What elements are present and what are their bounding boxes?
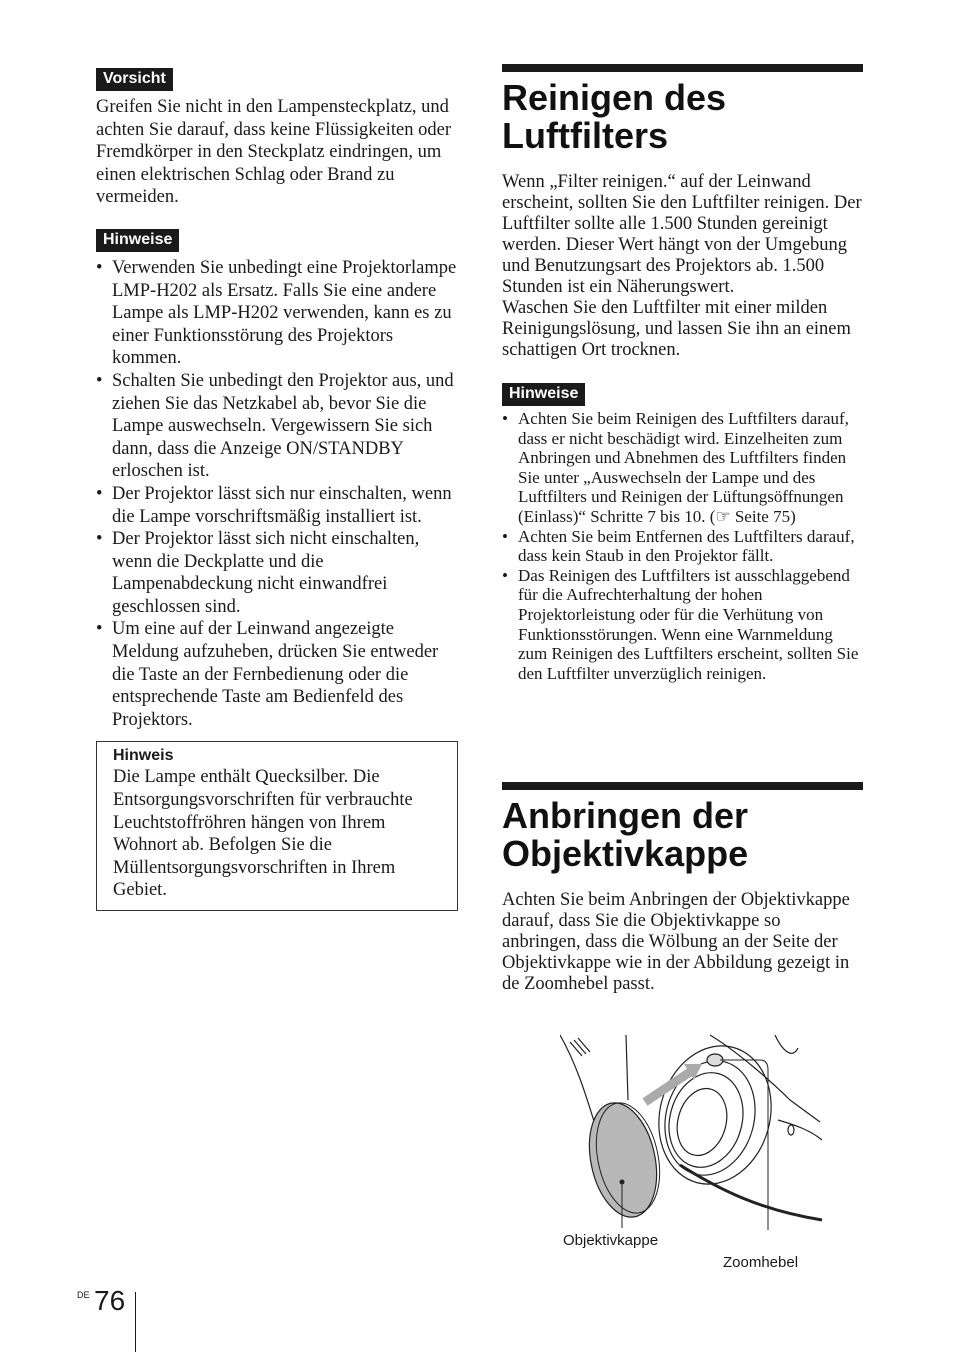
right-column-section2 [502, 782, 863, 995]
objektivkappe-paragraph: Achten Sie beim Anbringen der Objektivkappe darauf, dass Sie die Objektivkappe so anbringen, dass die Wölbung an der Seite der Objektivkappe wie in der Abbildung gezeigt in de Zoomhebel passt. [502, 890, 850, 994]
hinweis-box-text: Die Lampe enthält Quecksilber. Die Entsorgungsvorschriften für verbrauchte Leuchtstoffröhren hängen von Ihrem Wohnort ab. Befolgen Sie die Müllentsorgungsvorschriften in Ihrem Gebiet. [113, 767, 413, 901]
list-item: • Der Projektor lässt sich nur einschalten, wenn die Lampe vorschriftsmäßig installiert ist. [96, 483, 458, 528]
caption-zoomhebel: Zoomhebel [723, 1254, 799, 1271]
section-rule [502, 782, 863, 790]
footer-divider [135, 1292, 136, 1352]
list-item: • Achten Sie beim Entfernen des Luftfilters darauf, dass kein Staub in den Projektor fällt. [502, 527, 863, 566]
luftfilter-paragraph-1: Wenn „Filter reinigen.“ auf der Leinwand erscheint, sollten Sie den Luftfilter reinigen. Der Luftfilter sollte alle 1.500 Stunden gereinigt werden. Dieser Wert hängt von der Umgebung und Benutzungsart des Projektors ab. 1.500 Stunden ist ein Näherungswert. [502, 172, 862, 297]
right-column [502, 64, 863, 683]
section-rule [502, 64, 863, 72]
notes-list-left [96, 257, 458, 731]
list-item: • Verwenden Sie unbedingt eine Projektorlampe LMP-H202 als Ersatz. Falls Sie eine andere Lampe als LMP-H202 verwenden, kann es zu einer Funktionsstörung des Projektors kommen. [96, 257, 458, 370]
list-item: • Um eine auf der Leinwand angezeigte Meldung aufzuheben, drücken Sie entweder die Taste an der Fernbedienung oder die entsprechende Taste am Bedienfeld des Projektors. [96, 618, 458, 731]
list-item: • Schalten Sie unbedingt den Projektor aus, und ziehen Sie das Netzkabel ab, bevor Sie die Lampe auswechseln. Vergewissern Sie sich dann, dass die Anzeige ON/STANDBY erloschen ist. [96, 370, 458, 483]
list-item: • Das Reinigen des Luftfilters ist ausschlaggebend für die Aufrechterhaltung der hohen Projektorleistung oder für die Verhütung von Funktionsstörungen. Wenn eine Warnmeldung zum Reinigen des Luftfilters erscheint, sollten Sie den Luftfilter unverzüglich reinigen. [502, 566, 863, 684]
caution-text: Greifen Sie nicht in den Lampensteckplatz, und achten Sie darauf, dass keine Flüssigkeiten oder Fremdkörper in den Steckplatz eindringen, um einen elektrischen Schlag oder Brand zu vermeiden. [96, 97, 451, 208]
list-item: • Der Projektor lässt sich nicht einschalten, wenn die Deckplatte und die Lampenabdeckung nicht einwandfrei geschlossen sind. [96, 528, 458, 618]
page-number: 76 [94, 1285, 126, 1316]
section-title-luftfilter: Reinigen des Luftfilters [502, 77, 727, 156]
luftfilter-paragraph-2: Waschen Sie den Luftfilter mit einer milden Reinigungslösung, und lassen Sie ihn an einem schattigen Ort trocknen. [502, 298, 851, 360]
notes-list-right [502, 409, 863, 683]
caption-objektivkappe: Objektivkappe [563, 1232, 659, 1249]
hinweis-box-heading: Hinweis [113, 747, 174, 765]
projector-lens-drawing [560, 1030, 830, 1230]
notes-label-left: Hinweise [96, 229, 179, 252]
lens-cap-illustration [560, 1030, 830, 1230]
section-title-objektivkappe: Anbringen der Objektivkappe [502, 795, 749, 874]
hinweis-box [96, 741, 458, 911]
language-code: DE [77, 1290, 90, 1300]
caution-label: Vorsicht [96, 68, 173, 91]
list-item: • Achten Sie beim Reinigen des Luftfilters darauf, dass er nicht beschädigt wird. Einzelheiten zum Anbringen und Abnehmen des Luftfilters finden Sie unter „Auswechseln der Lampe und des Luftfilters und Reinigen der Lüftungsöffnungen (Einlass)“ Schritte 7 bis 10. (☞ Seite 75) [502, 409, 863, 527]
left-column [96, 68, 458, 911]
notes-label-right: Hinweise [502, 383, 585, 406]
